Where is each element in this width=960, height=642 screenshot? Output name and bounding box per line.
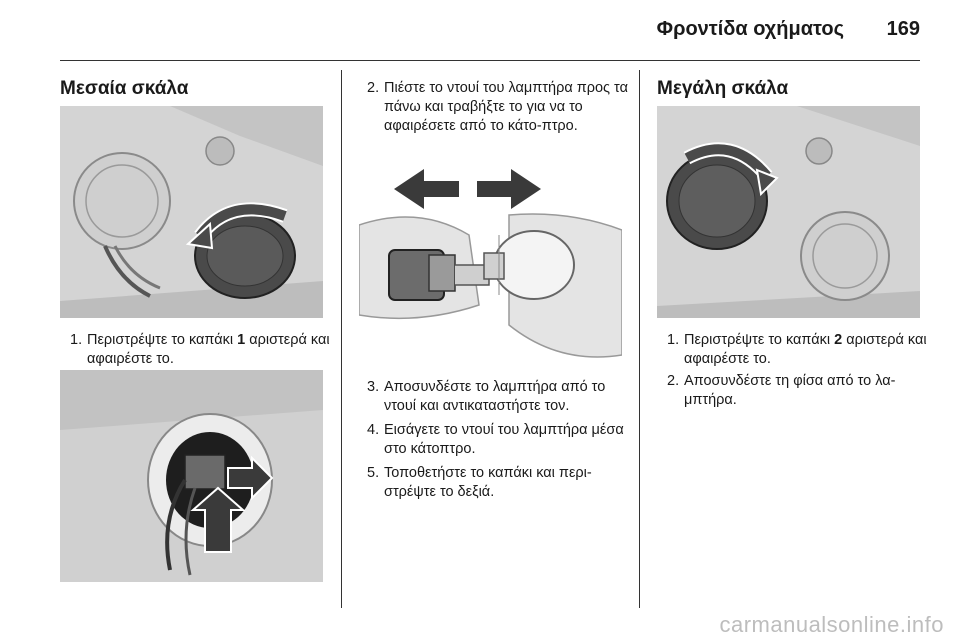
section-title-medium: Μεσαία σκάλα — [60, 78, 189, 99]
step-right-1 — [667, 331, 929, 369]
column-divider-2 — [639, 70, 640, 608]
step-right-2 — [667, 372, 919, 410]
step-number: 2. — [367, 80, 380, 96]
step-text: Πιέστε το ντουί του λαμπτήρα προς τα πάνω και τραβήξτε το για να το αφαιρέσετε από το κάτο-πτρο. — [384, 80, 628, 134]
step-number: 1. — [667, 332, 680, 348]
step-left-1 — [70, 331, 332, 369]
column-divider-1 — [341, 70, 342, 608]
step-text: Περιστρέψτε το καπάκι — [684, 332, 835, 348]
step-number: 2. — [667, 373, 680, 389]
cap-reference: 2 — [834, 332, 843, 348]
step-text: Περιστρέψτε το καπάκι — [87, 332, 238, 348]
figure-illustration — [60, 370, 323, 582]
step-number: 4. — [367, 422, 380, 438]
figure-illustration — [359, 155, 622, 367]
figure-cap-removal-large — [657, 106, 920, 318]
figure-cap-removal-medium — [60, 106, 323, 318]
step-number: 5. — [367, 465, 380, 481]
step-text: αριστερά και αφαιρέστε το. — [87, 332, 330, 367]
step-number: 1. — [70, 332, 83, 348]
figure-illustration — [60, 106, 323, 318]
step-text: Αποσυνδέστε τη φίσα από το λα-μπτήρα. — [684, 373, 896, 408]
page-number: 169 — [886, 18, 920, 40]
header-title: Φροντίδα οχήματος — [656, 18, 844, 40]
step-text: Τοποθετήστε το καπάκι και περι-στρέψτε το δεξιά. — [384, 465, 592, 500]
figure-bulb-pull-out — [359, 155, 622, 367]
step-middle-2 — [367, 79, 629, 136]
step-middle-4 — [367, 421, 629, 459]
watermark: carmanualsonline.info — [719, 612, 944, 637]
step-middle-3 — [367, 378, 629, 416]
cap-reference: 1 — [237, 332, 246, 348]
step-middle-5 — [367, 464, 629, 502]
step-text: αριστερά και αφαιρέστε το. — [684, 332, 927, 367]
figure-illustration — [657, 106, 920, 318]
step-text: Εισάγετε το ντουί του λαμπτήρα μέσα στο κάτοπτρο. — [384, 422, 624, 457]
page-header — [0, 0, 960, 60]
figure-bulb-holder-medium — [60, 370, 323, 582]
header-rule — [60, 60, 920, 61]
step-text: Αποσυνδέστε το λαμπτήρα από το ντουί και αντικαταστήστε τον. — [384, 379, 606, 414]
step-number: 3. — [367, 379, 380, 395]
section-title-large: Μεγάλη σκάλα — [657, 78, 789, 99]
